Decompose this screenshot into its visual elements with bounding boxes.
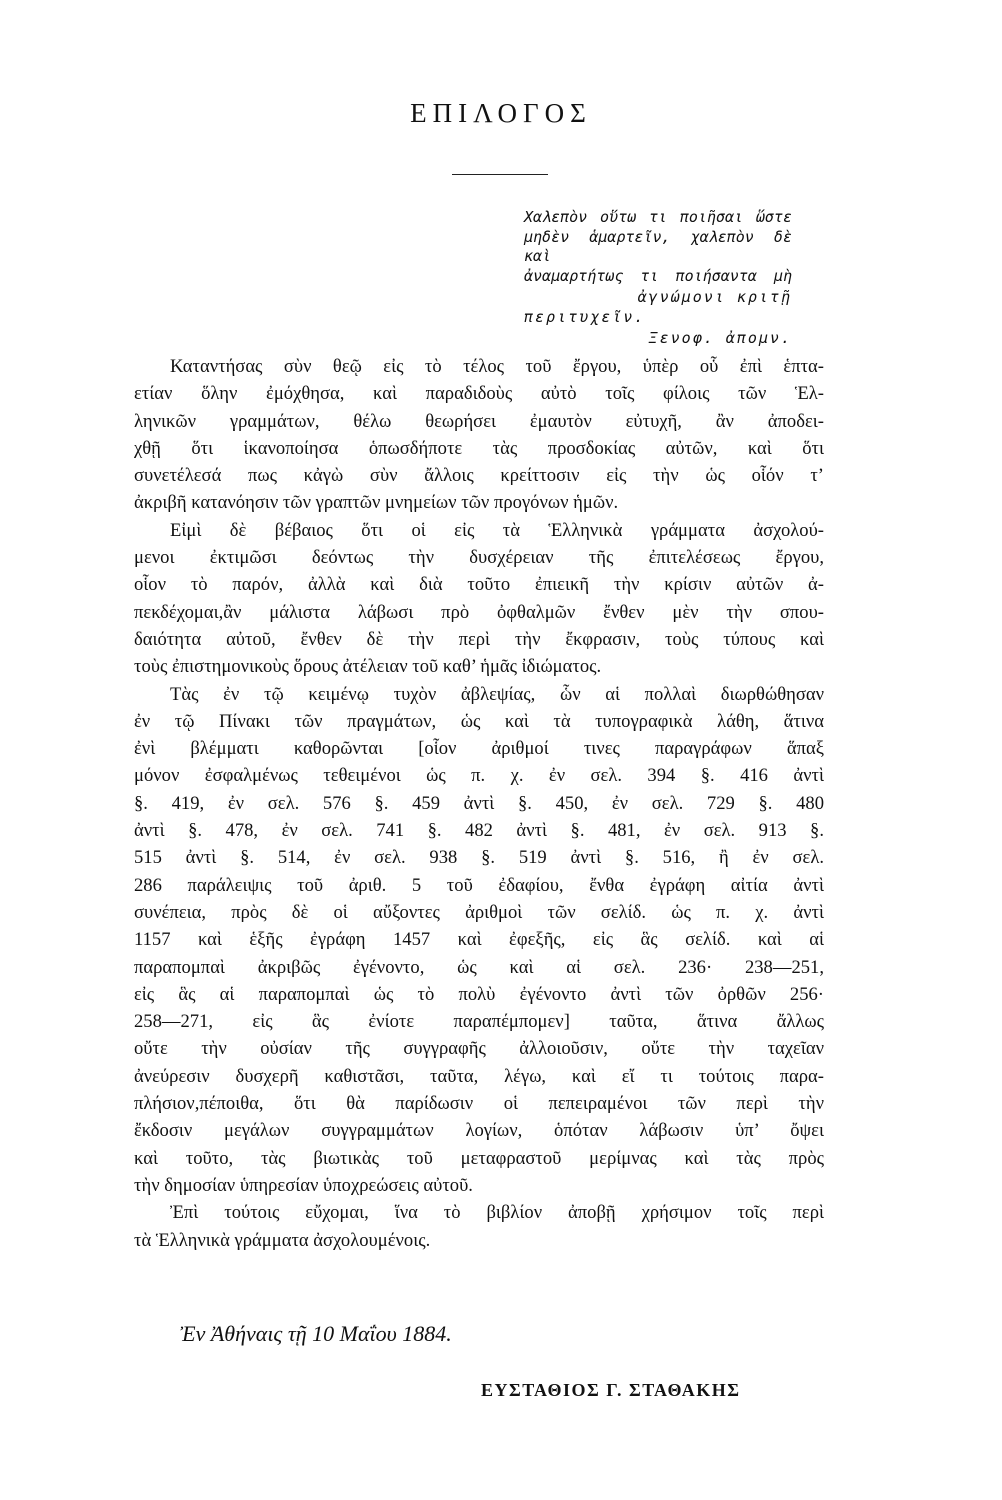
body-line: ἀντὶ §. 478, ἐν σελ. 741 §. 482 ἀντὶ §. 481, ἐν σελ. 913 §. — [134, 820, 824, 842]
body-line: τὴν δημοσίαν ὑπηρεσίαν ὑποχρεώσεις αὐτοῦ. — [134, 1174, 473, 1196]
body-line: πλήσιον,πέποιθα, ὅτι θὰ παρίδωσιν οἱ πεπειραμένοι τῶν περὶ τὴν — [134, 1093, 824, 1115]
body-line: συνέπεια, πρὸς δὲ οἱ αὔξοντες ἀριθμοὶ τῶν σελίδ. ὡς π. χ. ἀντὶ — [134, 901, 824, 923]
body-line: τοὺς ἐπιστημονικοὺς ὅρους ἀτέλειαν τοῦ καθ’ ἡμᾶς ἰδιώματος. — [134, 656, 602, 678]
epigraph — [524, 208, 792, 349]
body-line: χθῇ ὅτι ἱκανοποίησα ὁπωσδήποτε τὰς προσδοκίας αὐτῶν, καὶ ὅτι — [134, 437, 824, 459]
body-line: οὔτε τὴν οὐσίαν τῆς συγγραφῆς ἀλλοιοῦσιν, οὔτε τὴν ταχεῖαν — [134, 1038, 824, 1060]
body-text — [134, 353, 824, 1254]
author-signature: ΕΥΣΤΑΘΙΟΣ Γ. ΣΤΑΘΑΚΗΣ — [481, 1380, 741, 1400]
epigraph-line: Χαλεπὸν οὕτω τι ποιῆσαι ὥστε — [524, 208, 792, 226]
body-line: ἐν τῷ Πίνακι τῶν πραγμάτων, ὡς καὶ τὰ τυπογραφικὰ λάθη, ἅτινα — [134, 710, 824, 732]
title-divider — [452, 174, 548, 175]
body-line: οἷον τὸ παρόν, ἀλλὰ καὶ διὰ τοῦτο ἐπιεικῆ τὴν κρίσιν αὐτῶν ἀ- — [134, 574, 824, 596]
body-line: 515 ἀντὶ §. 514, ἐν σελ. 938 §. 519 ἀντὶ §. 516, ἢ ἐν σελ. — [134, 847, 824, 869]
body-line: ἀκριβῆ κατανόησιν τῶν γραπτῶν μνημείων τῶν προγόνων ἡμῶν. — [134, 492, 619, 514]
body-line: Εἰμὶ δὲ βέβαιος ὅτι οἱ εἰς τὰ Ἑλληνικὰ γράμματα ἀσχολού- — [170, 519, 824, 541]
epigraph-line: μηδὲν ἁμαρτεῖν, χαλεπὸν δὲ καὶ — [524, 227, 792, 265]
epigraph-source: Ξενοφ. ἀπομν. — [648, 329, 792, 347]
body-line: μενοι ἐκτιμῶσι δεόντως τὴν δυσχέρειαν τῆς ἐπιτελέσεως ἔργου, — [134, 547, 824, 569]
body-line: πεκδέχομαι,ἂν μάλιστα λάβωσι πρὸ ὀφθαλμῶν ἔνθεν μὲν τὴν σπου- — [134, 601, 824, 623]
body-line: εἰς ἃς αἱ παραπομπαὶ ὡς τὸ πολὺ ἐγένοντο ἀντὶ τῶν ὀρθῶν 256· — [134, 983, 824, 1005]
page-title: ΕΠΙΛΟΓΟΣ — [410, 98, 592, 128]
body-line: 258—271, εἰς ἃς ἐνίοτε παραπέμπομεν] ταῦτα, ἅτινα ἄλλως — [134, 1011, 824, 1033]
body-line: τὰ Ἑλληνικὰ γράμματα ἀσχολουμένοις. — [134, 1229, 431, 1251]
body-line: 286 παράλειψις τοῦ ἀριθ. 5 τοῦ ἐδαφίου, ἔνθα ἐγράφη αἰτία ἀντὶ — [134, 874, 824, 896]
body-line: παραπομπαὶ ἀκριβῶς ἐγένοντο, ὡς καὶ αἱ σελ. 236· 238—251, — [134, 956, 824, 978]
body-line: Καταντήσας σὺν θεῷ εἰς τὸ τέλος τοῦ ἔργου, ὑπὲρ οὗ ἐπὶ ἑπτα- — [170, 356, 824, 377]
body-line: Τὰς ἐν τῷ κειμένῳ τυχὸν ἀβλεψίας, ὧν αἱ πολλαὶ διωρθώθησαν — [170, 683, 824, 705]
body-line: ἐνὶ βλέμματι καθορῶνται [οἷον ἀριθμοί τινες παραγράφων ἅπαξ — [134, 738, 824, 760]
body-line: ληνικῶν γραμμάτων, θέλω θεωρήσει ἐμαυτὸν εὐτυχῆ, ἂν ἀποδει- — [134, 410, 824, 432]
body-line: μόνον ἐσφαλμένως τεθειμένοι ὡς π. χ. ἐν σελ. 394 §. 416 ἀντὶ — [134, 765, 824, 787]
epigraph-line: ἀναμαρτήτως τι ποιήσαντα μὴ — [524, 266, 792, 285]
body-line: 1157 καὶ ἑξῆς ἐγράφη 1457 καὶ ἐφεξῆς, εἰς ἃς σελίδ. καὶ αἱ — [134, 929, 824, 951]
epigraph-line: ἀγνώμονι κριτῇ περιτυχεῖν. — [524, 288, 792, 326]
body-line: συνετέλεσά πως κἀγὼ σὺν ἄλλοις κρείττοσιν εἰς τὴν ὡς οἷόν τ’ — [134, 465, 824, 487]
body-line: Ἐπὶ τούτοις εὔχομαι, ἵνα τὸ βιβλίον ἀποβῇ χρήσιμον τοῖς περὶ — [170, 1202, 824, 1224]
body-line: ετίαν ὅλην ἐμόχθησα, καὶ παραδιδοὺς αὐτὸ τοῖς φίλοις τῶν Ἑλ- — [134, 383, 824, 405]
body-line: ἔκδοσιν μεγάλων συγγραμμάτων λογίων, ὁπόταν λάβωσιν ὑπ’ ὄψει — [134, 1120, 824, 1142]
body-line: καὶ τοῦτο, τὰς βιωτικὰς τοῦ μεταφραστοῦ μερίμνας καὶ τὰς πρὸς — [134, 1147, 824, 1169]
place-date-line: Ἐν Ἀθήναις τῇ 10 Μαΐου 1884. — [180, 1321, 452, 1346]
body-line: δαιότητα αὐτοῦ, ἔνθεν δὲ τὴν περὶ τὴν ἔκφρασιν, τοὺς τύπους καὶ — [134, 628, 824, 650]
body-line: §. 419, ἐν σελ. 576 §. 459 ἀντὶ §. 450, ἐν σελ. 729 §. 480 — [134, 792, 824, 814]
body-line: ἀνεύρεσιν δυσχερῆ καθιστᾶσι, ταῦτα, λέγω, καὶ εἴ τι τούτοις παρα- — [134, 1065, 824, 1087]
